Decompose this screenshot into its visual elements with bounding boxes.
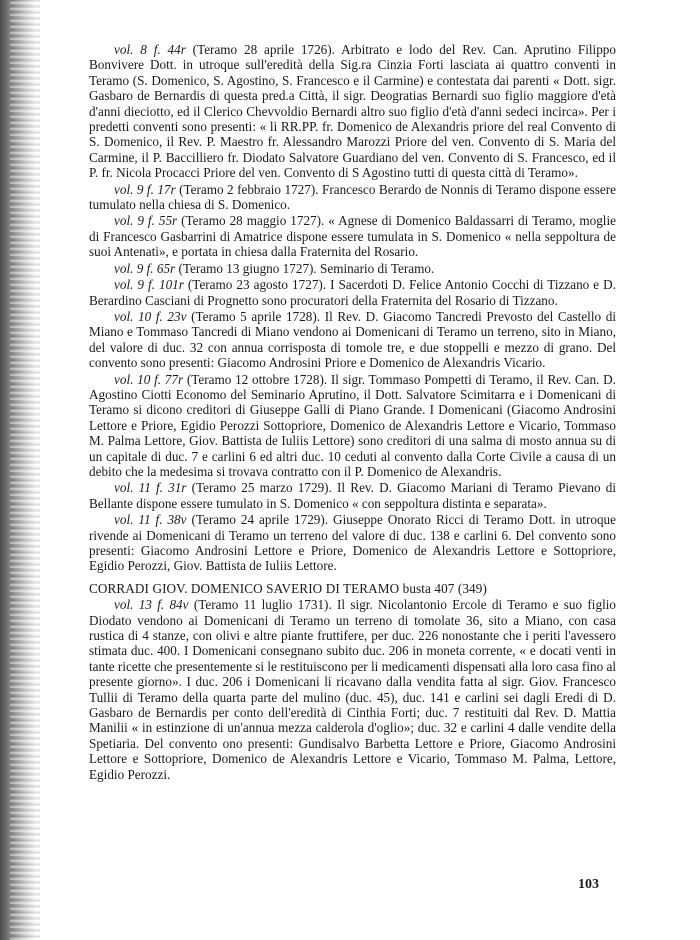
entry-text: (Teramo 5 aprile 1728). Il Rev. D. Giacomo Tancredi Prevosto del Castello di Miano e Tommaso Tancredi di Miano vendono ai Domenicani di Teramo un terreno, sito in Miano, del valore di duc. 32 con annua corrisposta di tomole tre, e due stoppelli e mezzo di grano. Del convento sono presenti: Giacomo Androsini Priore e Domenico de Alexandris Vicario.	[89, 308, 616, 371]
entry-reference: vol. 10 f. 77r	[114, 371, 184, 387]
entry-text: (Teramo 13 giugno 1727). Seminario di Teramo.	[175, 260, 435, 276]
entry-list-second	[89, 597, 616, 782]
entry-reference: vol. 10 f. 23v	[114, 308, 187, 324]
entry-reference: vol. 9 f. 65r	[114, 260, 176, 276]
entry-text: (Teramo 23 agosto 1727). I Sacerdoti D. Felice Antonio Cocchi di Tizzano e D. Berardino Casciani di Prognetto sono procuratori della Fraternita del Rosario di Tizzano.	[89, 277, 616, 308]
entry-reference: vol. 11 f. 31r	[114, 480, 187, 496]
entry-text: (Teramo 25 marzo 1729). Il Rev. D. Giacomo Mariani di Teramo Pievano di Bellante dispone essere tumulato in S. Domenico « con seppoltura distinta e separata».	[89, 480, 616, 511]
archive-entry	[89, 213, 616, 259]
archive-entry	[89, 512, 616, 574]
archive-entry	[89, 597, 616, 782]
entry-text: (Teramo 11 luglio 1731). Il sigr. Nicolantonio Ercole di Teramo e suo figlio Diodato vendono ai Domenicani di Teramo un terreno di tomolate 36, sito a Miano, con casa rustica di 4 stanze, con olivi e altre piante fruttifere, per duc. 226 nonostante che i periti l'avessero stimata duc. 400. I Domenicani consegnano subito duc. 206 in moneta corrente, « e docati venti in tante ricette che presentemente si le restituiscono per li medicamenti dispensati alla loro casa fino al presente giorno». I duc. 206 i Domenicani li ricavano dalla vendita fatta al sigr. Giov. Francesco Tullii di Teramo della quarta parte del mulino (duc. 45), duc. 141 e carlini sei dagli Eredi di D. Gasbaro de Bernardis per conto dell'eredità di Cinthia Forti; duc. 7 restituiti dal Rev. D. Mattia Manilii « in estinzione di un'annua mezza calderola d'oglio»; duc. 32 e carlini 4 dalle vendite della Spetiaria. Del convento ono presenti: Gundisalvo Barbetta Lettore e Priore, Giacomo Androsini Lettore e Sottopriore, Domenico de Alexandris Lettore e Vicario, Tommaso M. Palma, Lettore, Egidio Perozzi.	[89, 597, 616, 782]
entry-reference: vol. 9 f. 17r	[114, 181, 176, 197]
archive-entry	[89, 261, 616, 276]
entry-reference: vol. 13 f. 84v	[114, 597, 189, 613]
entry-list-first	[89, 42, 616, 574]
archive-entry	[89, 372, 616, 480]
entry-reference: vol. 9 f. 101r	[114, 277, 184, 293]
entry-reference: vol. 9 f. 55r	[114, 213, 178, 229]
archive-entry	[89, 182, 616, 213]
archive-entry	[89, 42, 616, 181]
entry-text: (Teramo 12 ottobre 1728). Il sigr. Tommaso Pompetti di Teramo, il Rev. Can. D. Agostino Ciotti Economo del Seminario Aprutino, il Dott. Salvatore Scimitarra e i Domenicani di Teramo si dicono creditori di Giuseppe Galli di Piano Grande. I Domenicani (Giacomo Androsini Lettore e Priore, Egidio Perozzi Sottopriore, Domenico de Alexandris Lettore e Vicario, Tommaso M. Palma Lettore, Giov. Battista de Iuliis Lettore) sono creditori di una salma di mosto annua su di un capitale di duc. 7 e carlini 6 ed altri duc. 10 ceduti al convento dalla Corte Civile a causa di un debito che la medesima si trovava contratto con il P. Domenico de Alexandris.	[89, 371, 616, 479]
archive-entry	[89, 277, 616, 308]
entry-reference: vol. 11 f. 38v	[114, 512, 187, 528]
entry-text: (Teramo 28 aprile 1726). Arbitrato e lodo del Rev. Can. Aprutino Filippo Bonvivere Dott. in utroque sull'eredità della Sig.ra Cinzia Forti lasciata ai quattro conventi in Teramo (S. Domenico, S. Agostino, S. Francesco e il Carmine) e contestata dai parenti « Dott. sigr. Gasbaro de Bernardis di questa pred.a Città, il sigr. Deogratias Bernardi suo figlio maggiore d'età d'anni dieciotto, ed il Clerico Chevvoldio Bernardi altro suo figlio d'età d'anni sedeci incirca». Per i predetti conventi sono presenti: « li RR.PP. fr. Domenico de Alexandris priore del real Convento di S. Domenico, il Rev. P. Maestro fr. Alessandro Marozzi Priore del ven. Convento di S. Maria del Carmine, il P. Baccilliero fr. Diodato Salvatore Guardiano del ven. Convento di S. Francesco, ed il P. fr. Nicola Procacci Priore del ven. Convento di S Agostino tutti di questa città di Teramo».	[89, 42, 616, 181]
section-heading: CORRADI GIOV. DOMENICO SAVERIO DI TERAMO busta 407 (349)	[89, 580, 487, 596]
entry-text: (Teramo 28 maggio 1727). « Agnese di Domenico Baldassarri di Teramo, moglie di Francesco Gasbarrini di Amatrice dispone essere tumulata in S. Domenico « nella seppoltura de suoi Antenati», e portata in chiesa dalla Fraternita del Rosario.	[89, 213, 616, 260]
document-body	[89, 42, 616, 783]
binding-gutter-texture	[10, 0, 40, 940]
entry-text: (Teramo 2 febbraio 1727). Francesco Berardo de Nonnis di Teramo dispone essere tumulato nella chiesa di S. Domenico.	[89, 181, 616, 213]
archive-entry	[89, 480, 616, 511]
entry-text: (Teramo 24 aprile 1729). Giuseppe Onorato Ricci di Teramo Dott. in utroque rivende ai Domenicani di Teramo un terreno del valore di duc. 138 e carlini 6. Del convento sono presenti: Giacomo Androsini Lettore e Priore, Domenico de Alexandris Lettore e Sottopriore, Egidio Perozzi, Giov. Battista de Iuliis Lettore.	[89, 512, 616, 574]
archive-entry	[89, 309, 616, 371]
entry-reference: vol. 8 f. 44r	[114, 42, 186, 57]
page-number: 103	[578, 877, 599, 892]
